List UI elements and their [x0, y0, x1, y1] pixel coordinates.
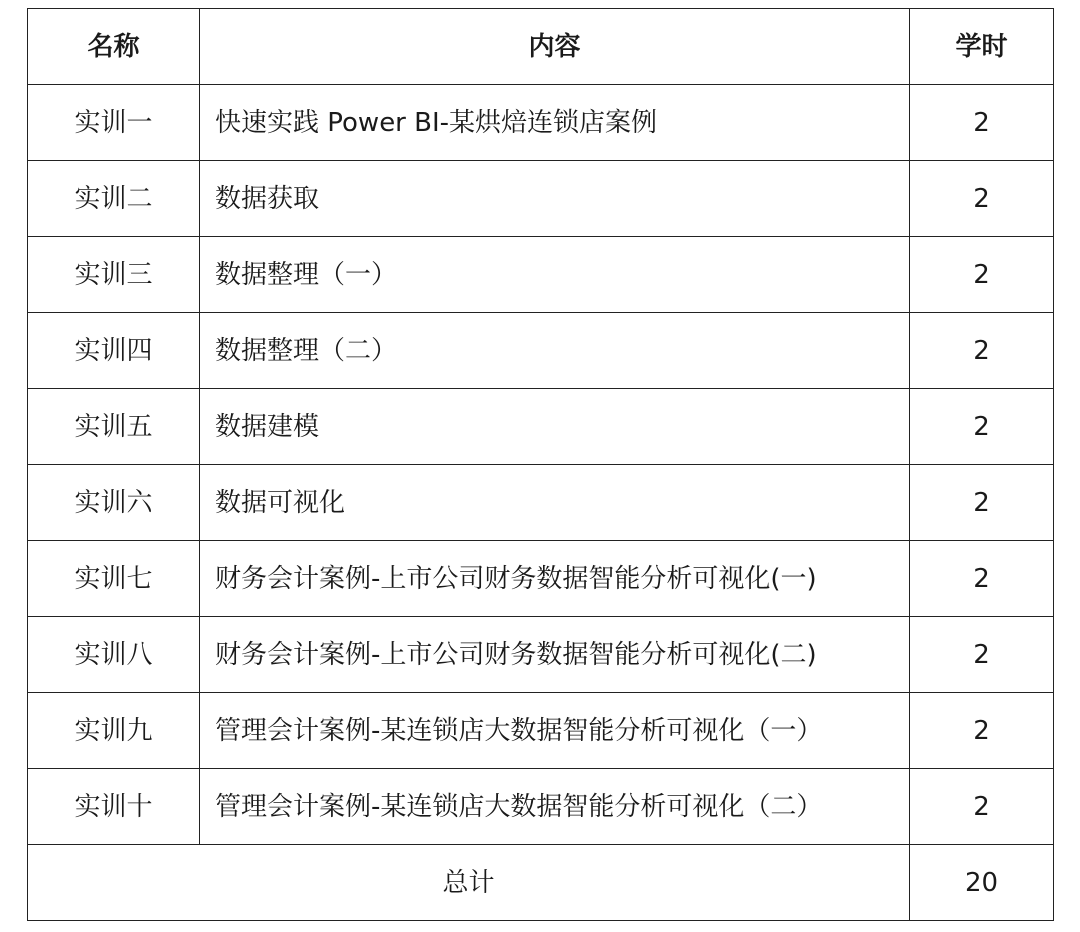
table-row	[28, 693, 1054, 769]
row-content: 数据可视化	[200, 465, 910, 541]
row-hours: 2	[910, 693, 1054, 769]
header-row	[28, 9, 1054, 85]
row-hours: 2	[910, 389, 1054, 465]
total-label: 总计	[28, 845, 910, 921]
row-content: 数据整理（一）	[200, 237, 910, 313]
row-content: 财务会计案例-上市公司财务数据智能分析可视化(一)	[200, 541, 910, 617]
header-content: 内容	[200, 9, 910, 85]
header-name: 名称	[28, 9, 200, 85]
row-name: 实训一	[28, 85, 200, 161]
row-content: 数据获取	[200, 161, 910, 237]
row-name: 实训五	[28, 389, 200, 465]
row-name: 实训九	[28, 693, 200, 769]
row-content: 数据建模	[200, 389, 910, 465]
row-hours: 2	[910, 313, 1054, 389]
table-row	[28, 161, 1054, 237]
row-content: 管理会计案例-某连锁店大数据智能分析可视化（一）	[200, 693, 910, 769]
row-name: 实训三	[28, 237, 200, 313]
row-name: 实训六	[28, 465, 200, 541]
table-row	[28, 237, 1054, 313]
table-row	[28, 85, 1054, 161]
row-hours: 2	[910, 85, 1054, 161]
course-hours-table	[27, 8, 1054, 921]
table-row	[28, 617, 1054, 693]
row-name: 实训七	[28, 541, 200, 617]
table-row	[28, 389, 1054, 465]
header-hours: 学时	[910, 9, 1054, 85]
row-content: 快速实践 Power BI-某烘焙连锁店案例	[200, 85, 910, 161]
row-content: 财务会计案例-上市公司财务数据智能分析可视化(二)	[200, 617, 910, 693]
table-row	[28, 769, 1054, 845]
table-row	[28, 465, 1054, 541]
row-content: 管理会计案例-某连锁店大数据智能分析可视化（二）	[200, 769, 910, 845]
row-content: 数据整理（二）	[200, 313, 910, 389]
row-hours: 2	[910, 465, 1054, 541]
row-name: 实训十	[28, 769, 200, 845]
row-hours: 2	[910, 237, 1054, 313]
row-hours: 2	[910, 541, 1054, 617]
table-row	[28, 313, 1054, 389]
row-hours: 2	[910, 617, 1054, 693]
row-hours: 2	[910, 161, 1054, 237]
total-row	[28, 845, 1054, 921]
row-name: 实训四	[28, 313, 200, 389]
row-hours: 2	[910, 769, 1054, 845]
total-hours: 20	[910, 845, 1054, 921]
row-name: 实训二	[28, 161, 200, 237]
table-row	[28, 541, 1054, 617]
row-name: 实训八	[28, 617, 200, 693]
